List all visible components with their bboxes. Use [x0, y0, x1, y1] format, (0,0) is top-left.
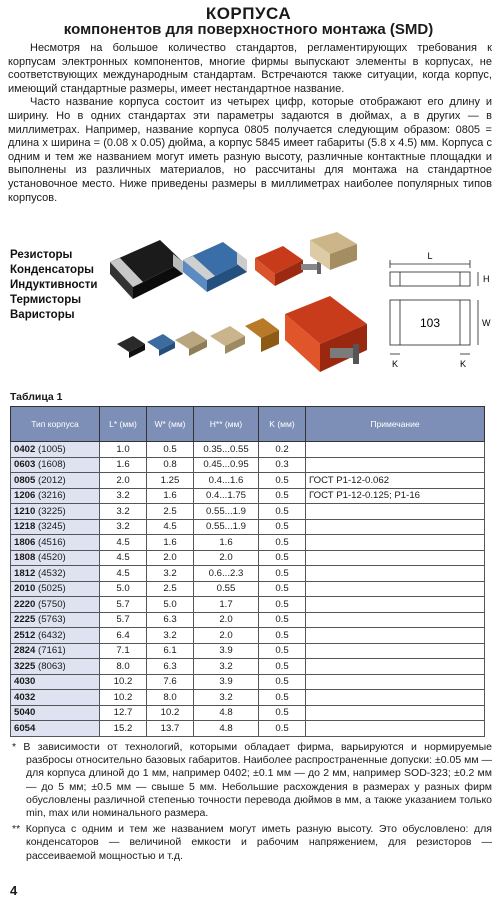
package-alt-name: (8063)	[38, 660, 66, 672]
cell-length: 2.0	[100, 473, 147, 489]
cell-k: 0.5	[259, 597, 306, 613]
table-row	[11, 628, 485, 644]
component-type: Индуктивности	[10, 279, 98, 291]
intro-paragraph-2: Часто название корпуса состоит из четырех цифр, которые отображают его длину и ширину. Но в одних стандартах эти параметры задаются в дюймах, а в других — в миллиметрах. Например, название корпуса 0805 получается следующим образом: 0805 = длина х ширина = (0.08 х 0.05) дюйма, а корпус 5845 имеет габариты (5.8 х 4.5) мм. Корпуса с одним и тем же названием могут иметь разную высоту, различные контактные площадки и выполнены из различных материалов, но рассчитаны для монтажа на стандартное установочное место. Ниже приведены размеры в миллиметрах наиболее популярных типов корпусов.	[8, 96, 492, 204]
package-name: 2225	[14, 614, 36, 626]
footnote-1: * В зависимости от технологий, которыми обладает фирма, варьируются и нормируемые разбросы относительно базовых габаритов. Наиболее распространенные допуски: ±0.05 мм — для корпуса длиной до 1 мм, например 0402; ±0.1 мм — до 2 мм, например SOD-323; ±0.2 мм — до 5 мм; ±0.5 мм — свыше 5 мм. Небольшие расхождения в размерах у разных фирм обусловлены различной степенью точности перевода дюймов в мм, а также указанием только min, max или номинального размера.	[12, 741, 492, 820]
cell-package-type	[11, 705, 100, 721]
cell-package-type	[11, 535, 100, 551]
cell-width: 3.2	[147, 628, 194, 644]
cell-height: 3.9	[194, 674, 259, 690]
cell-length: 3.2	[100, 519, 147, 535]
package-alt-name: (1005)	[38, 443, 66, 455]
package-name: 2220	[14, 598, 36, 610]
cell-height: 0.6...2.3	[194, 566, 259, 582]
cell-package-type	[11, 659, 100, 675]
cell-height: 3.9	[194, 643, 259, 659]
package-alt-name: (2012)	[38, 474, 66, 486]
cell-length: 6.4	[100, 628, 147, 644]
cell-package-type	[11, 628, 100, 644]
package-name: 0402	[14, 443, 36, 455]
cell-width: 2.0	[147, 550, 194, 566]
package-dimensions-table	[10, 406, 485, 737]
cell-length: 10.2	[100, 674, 147, 690]
cell-height: 2.0	[194, 550, 259, 566]
cell-k: 0.5	[259, 535, 306, 551]
cell-width: 10.2	[147, 705, 194, 721]
package-alt-name: (3216)	[38, 490, 66, 502]
package-alt-name: (5750)	[38, 598, 66, 610]
package-alt-name: (6432)	[38, 629, 66, 641]
cell-height: 3.2	[194, 690, 259, 706]
component-type: Термисторы	[10, 294, 82, 306]
header-height: H** (мм)	[194, 407, 259, 442]
package-alt-name: (4516)	[38, 536, 66, 548]
cell-package-type	[11, 504, 100, 520]
package-name: 1808	[14, 552, 36, 564]
package-name: 2824	[14, 645, 36, 657]
cell-width: 0.5	[147, 442, 194, 458]
page-number: 4	[10, 883, 18, 898]
cell-k: 0.5	[259, 566, 306, 582]
cell-note	[306, 442, 485, 458]
table-row	[11, 643, 485, 659]
red-tantalum-large-image	[285, 296, 367, 372]
cell-length: 1.6	[100, 457, 147, 473]
table-row	[11, 457, 485, 473]
cell-package-type	[11, 597, 100, 613]
cell-k: 0.5	[259, 473, 306, 489]
cell-package-type	[11, 519, 100, 535]
cell-note	[306, 566, 485, 582]
cell-length: 5.7	[100, 612, 147, 628]
cell-k: 0.5	[259, 643, 306, 659]
dim-label-l: L	[427, 251, 433, 261]
cell-k: 0.2	[259, 442, 306, 458]
cell-note	[306, 659, 485, 675]
cell-k: 0.5	[259, 628, 306, 644]
table-caption: Таблица 1	[10, 391, 63, 403]
cell-length: 4.5	[100, 550, 147, 566]
header-length: L* (мм)	[100, 407, 147, 442]
cell-height: 3.2	[194, 659, 259, 675]
table-row	[11, 488, 485, 504]
table-row	[11, 690, 485, 706]
chip-marking: 103	[419, 316, 441, 330]
cell-note	[306, 643, 485, 659]
cell-note	[306, 612, 485, 628]
cell-k: 0.5	[259, 612, 306, 628]
header-width: W* (мм)	[147, 407, 194, 442]
package-alt-name: (3225)	[38, 505, 66, 517]
cell-height: 0.35...0.55	[194, 442, 259, 458]
cell-note	[306, 550, 485, 566]
cell-width: 6.1	[147, 643, 194, 659]
package-alt-name: (1608)	[38, 459, 66, 471]
package-name: 1806	[14, 536, 36, 548]
package-name: 1812	[14, 567, 36, 579]
cell-width: 2.5	[147, 581, 194, 597]
cell-k: 0.5	[259, 488, 306, 504]
cell-package-type	[11, 550, 100, 566]
cell-k: 0.5	[259, 550, 306, 566]
cell-package-type	[11, 674, 100, 690]
cell-package-type	[11, 581, 100, 597]
package-name: 0805	[14, 474, 36, 486]
footnotes	[8, 741, 492, 866]
cell-height: 4.8	[194, 705, 259, 721]
cell-length: 15.2	[100, 721, 147, 737]
cell-k: 0.5	[259, 519, 306, 535]
cell-width: 4.5	[147, 519, 194, 535]
cell-height: 0.45...0.95	[194, 457, 259, 473]
package-name: 5040	[14, 707, 36, 719]
cell-package-type	[11, 473, 100, 489]
cell-package-type	[11, 566, 100, 582]
dimensions-diagram	[382, 250, 492, 375]
cell-length: 7.1	[100, 643, 147, 659]
package-name: 6054	[14, 722, 36, 734]
cell-length: 4.5	[100, 535, 147, 551]
cell-note	[306, 721, 485, 737]
cell-package-type	[11, 457, 100, 473]
table-row	[11, 504, 485, 520]
table-row	[11, 473, 485, 489]
cell-width: 5.0	[147, 597, 194, 613]
package-name: 1218	[14, 521, 36, 533]
footnote-2: ** Корпуса с одним и тем же названием могут иметь разную высоту. Это обусловлено: для конденсаторов — величиной емкости и рабочим напряжением, для резисторов — рассеиваемой мощностью и т.д.	[12, 823, 492, 862]
cell-width: 0.8	[147, 457, 194, 473]
cell-length: 10.2	[100, 690, 147, 706]
table-header-row	[11, 407, 485, 442]
cell-note	[306, 705, 485, 721]
dim-label-h: H	[483, 274, 490, 284]
cell-k: 0.5	[259, 504, 306, 520]
cell-length: 12.7	[100, 705, 147, 721]
cell-length: 8.0	[100, 659, 147, 675]
table-row	[11, 442, 485, 458]
cell-height: 4.8	[194, 721, 259, 737]
cell-note	[306, 674, 485, 690]
package-name: 2512	[14, 629, 36, 641]
cell-height: 1.7	[194, 597, 259, 613]
package-alt-name: (4520)	[38, 552, 66, 564]
cell-k: 0.5	[259, 674, 306, 690]
cell-note	[306, 504, 485, 520]
table-row	[11, 519, 485, 535]
table-row	[11, 597, 485, 613]
cell-height: 2.0	[194, 612, 259, 628]
blue-chip-image	[183, 242, 247, 292]
cell-width: 6.3	[147, 612, 194, 628]
cell-package-type	[11, 612, 100, 628]
dim-label-w: W	[482, 318, 491, 328]
cell-k: 0.5	[259, 690, 306, 706]
small-chips-image	[117, 318, 279, 358]
cell-height: 0.4...1.6	[194, 473, 259, 489]
table-row	[11, 581, 485, 597]
cell-note	[306, 457, 485, 473]
package-name: 3225	[14, 660, 36, 672]
table-row	[11, 566, 485, 582]
cell-length: 3.2	[100, 488, 147, 504]
cell-width: 6.3	[147, 659, 194, 675]
component-type: Конденсаторы	[10, 264, 94, 276]
cell-width: 3.2	[147, 566, 194, 582]
cell-note	[306, 535, 485, 551]
cell-height: 0.4...1.75	[194, 488, 259, 504]
cell-width: 2.5	[147, 504, 194, 520]
package-alt-name: (3245)	[38, 521, 66, 533]
cell-note: ГОСТ Р1-12-0.062	[306, 473, 485, 489]
cell-height: 2.0	[194, 628, 259, 644]
cell-width: 13.7	[147, 721, 194, 737]
intro-text	[8, 42, 492, 205]
cell-note	[306, 519, 485, 535]
cell-package-type	[11, 643, 100, 659]
cell-width: 1.6	[147, 535, 194, 551]
package-name: 4032	[14, 691, 36, 703]
cell-height: 1.6	[194, 535, 259, 551]
header-k: K (мм)	[259, 407, 306, 442]
component-type: Резисторы	[10, 249, 73, 261]
package-alt-name: (5763)	[38, 614, 66, 626]
page-title: КОРПУСА	[205, 4, 292, 23]
cell-height: 0.55	[194, 581, 259, 597]
cell-k: 0.5	[259, 659, 306, 675]
cell-note	[306, 628, 485, 644]
cell-package-type	[11, 690, 100, 706]
component-type: Варисторы	[10, 309, 75, 321]
cell-note: ГОСТ Р1-12-0.125; Р1-16	[306, 488, 485, 504]
cell-width: 7.6	[147, 674, 194, 690]
table-row	[11, 674, 485, 690]
page-subtitle: компонентов для поверхностного монтажа (SMD)	[63, 21, 434, 38]
cell-k: 0.5	[259, 705, 306, 721]
cell-width: 8.0	[147, 690, 194, 706]
cell-package-type	[11, 488, 100, 504]
dim-label-k-right: K	[460, 359, 467, 369]
cell-note	[306, 597, 485, 613]
package-name: 1206	[14, 490, 36, 502]
cell-length: 3.2	[100, 504, 147, 520]
cell-height: 0.55...1.9	[194, 519, 259, 535]
package-name: 2010	[14, 583, 36, 595]
package-name: 4030	[14, 676, 36, 688]
table-row	[11, 721, 485, 737]
cell-length: 1.0	[100, 442, 147, 458]
table-row	[11, 550, 485, 566]
package-alt-name: (4532)	[38, 567, 66, 579]
black-chip-resistor-image	[110, 240, 183, 299]
cell-width: 1.25	[147, 473, 194, 489]
component-types-list	[10, 248, 98, 323]
package-alt-name: (5025)	[38, 583, 66, 595]
cell-k: 0.5	[259, 721, 306, 737]
cell-package-type	[11, 721, 100, 737]
table-row	[11, 535, 485, 551]
cell-height: 0.55...1.9	[194, 504, 259, 520]
smd-components-photo	[105, 232, 370, 380]
cell-note	[306, 581, 485, 597]
package-name: 0603	[14, 459, 36, 471]
header-package-type: Тип корпуса	[11, 407, 100, 442]
dim-label-k-left: K	[392, 359, 399, 369]
cell-width: 1.6	[147, 488, 194, 504]
cell-length: 5.7	[100, 597, 147, 613]
table-row	[11, 612, 485, 628]
table-row	[11, 705, 485, 721]
cell-length: 4.5	[100, 566, 147, 582]
cell-package-type	[11, 442, 100, 458]
intro-paragraph-1: Несмотря на большое количество стандартов, регламентирующих требования к корпусам электронных компонентов, многие фирмы выпускают элементы в корпусах, не соответствующих международным стандартам. Встречаются также ситуации, когда корпус, имеющий стандартные размеры, имеет нестандартное название.	[8, 42, 492, 95]
package-alt-name: (7161)	[38, 645, 66, 657]
package-name: 1210	[14, 505, 36, 517]
cell-k: 0.5	[259, 581, 306, 597]
cell-note	[306, 690, 485, 706]
table-row	[11, 659, 485, 675]
cell-length: 5.0	[100, 581, 147, 597]
header-note: Примечание	[306, 407, 485, 442]
cell-k: 0.3	[259, 457, 306, 473]
